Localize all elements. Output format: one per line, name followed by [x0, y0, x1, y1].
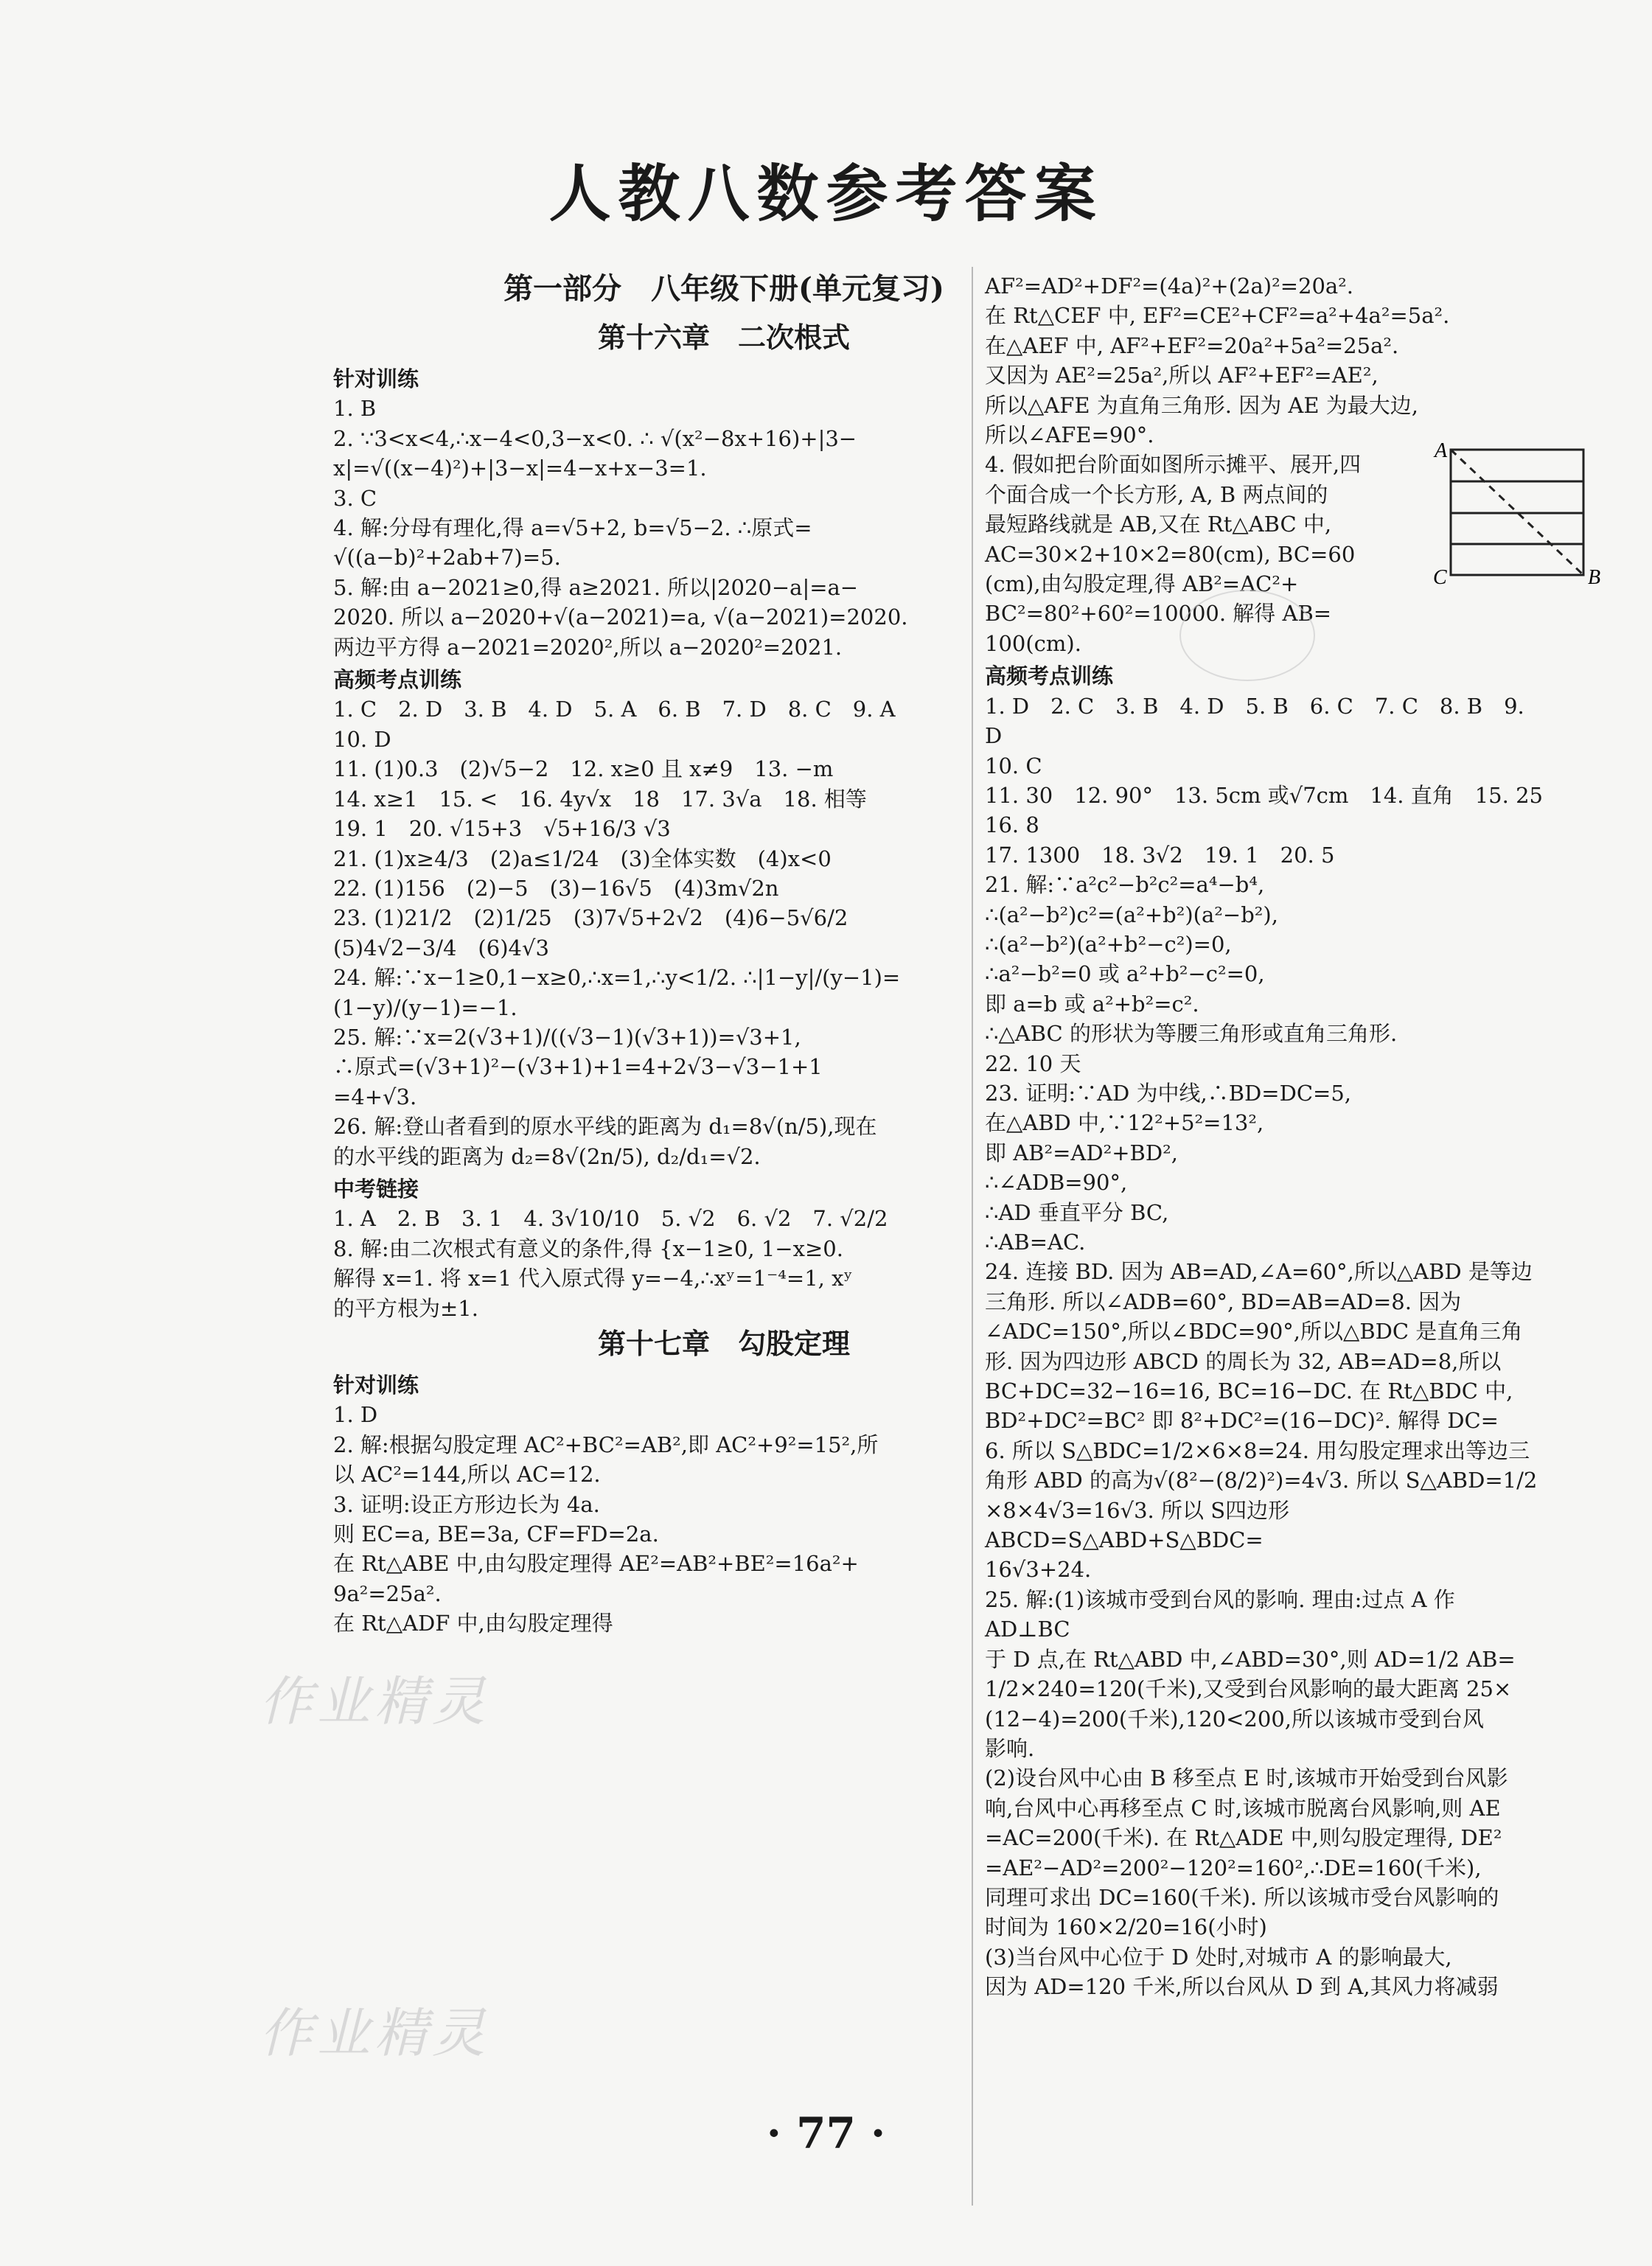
answer-line: 10. C: [985, 753, 1042, 778]
answer-line: 3. C: [333, 485, 377, 511]
answer-line: 所以△AFE 为直角三角形. 因为 AE 为最大边,: [985, 392, 1418, 418]
figure-label-a: A: [1435, 441, 1448, 462]
chapter-heading: 第十六章 二次根式: [597, 321, 850, 354]
answer-line: 22. 10 天: [985, 1050, 1081, 1076]
answer-line: BD²+DC²=BC² 即 8²+DC²=(16−DC)². 解得 DC=: [985, 1408, 1499, 1434]
answer-line: ∴(a²−b²)(a²+b²−c²)=0,: [985, 931, 1232, 957]
watermark: 作业精灵: [259, 2002, 490, 2064]
column-divider: [972, 267, 973, 2206]
answer-line: 所以∠AFE=90°.: [985, 422, 1154, 448]
answer-line: 11. (1)0.3 (2)√5−2 12. x≥0 且 x≠9 13. −m: [333, 756, 834, 782]
answer-line: (cm),由勾股定理,得 AB²=AC²+: [985, 571, 1299, 597]
answer-line: 角形 ABD 的高为√(8²−(8/2)²)=4√3. 所以 S△ABD=1/2: [985, 1468, 1538, 1493]
answer-line: 在 Rt△CEF 中, EF²=CE²+CF²=a²+4a²=5a².: [985, 303, 1450, 329]
answer-line: 23. (1)21/2 (2)1/25 (3)7√5+2√2 (4)6−5√6/2: [333, 905, 848, 931]
answer-line: ∴△ABC 的形状为等腰三角形或直角三角形.: [985, 1021, 1398, 1047]
answer-line: 最短路线就是 AB,又在 Rt△ABC 中,: [985, 512, 1332, 537]
answer-line: (5)4√2−3/4 (6)4√3: [333, 935, 549, 961]
answer-line: 10. D: [333, 726, 391, 752]
answer-line: =AE²−AD²=200²−120²=160²,∴DE=160(千米),: [985, 1855, 1482, 1880]
answer-line: ∴(a²−b²)c²=(a²+b²)(a²−b²),: [985, 902, 1278, 927]
answer-line: 26. 解:登山者看到的原水平线的距离为 d₁=8√(n/5),现在: [333, 1114, 877, 1140]
answer-line: 1. D 2. C 3. B 4. D 5. B 6. C 7. C 8. B 9. D: [985, 693, 1531, 749]
answer-line: 17. 1300 18. 3√2 19. 1 20. 5: [985, 842, 1335, 868]
page-number: · 77 ·: [766, 2108, 886, 2158]
answer-line: 1. C 2. D 3. B 4. D 5. A 6. B 7. D 8. C 9. A: [333, 697, 896, 722]
answer-line: ∴AB=AC.: [985, 1230, 1086, 1255]
answer-line: 在 Rt△ADF 中,由勾股定理得: [333, 1611, 613, 1636]
part-heading: 第一部分 八年级下册(单元复习): [503, 271, 944, 306]
answer-line: 25. 解:(1)该城市受到台风的影响. 理由:过点 A 作 AD⊥BC: [985, 1586, 1462, 1642]
answer-line: 9a²=25a².: [333, 1580, 442, 1606]
section-heading: 高频考点训练: [333, 667, 462, 693]
answer-line: AC=30×2+10×2=80(cm), BC=60: [985, 541, 1356, 567]
answer-line: 同理可求出 DC=160(千米). 所以该城市受台风影响的: [985, 1884, 1499, 1910]
answer-line: 个面合成一个长方形, A, B 两点间的: [985, 481, 1328, 507]
answer-line: 又因为 AE²=25a²,所以 AF²+EF²=AE²,: [985, 363, 1379, 388]
figure-label-c: C: [1433, 566, 1447, 585]
section-heading: 高频考点训练: [985, 663, 1114, 689]
answer-line: √((a−b)²+2ab+7)=5.: [333, 545, 561, 571]
answer-line: 的水平线的距离为 d₂=8√(2n/5), d₂/d₁=√2.: [333, 1143, 761, 1169]
answer-line: 4. 解:分母有理化,得 a=√5+2, b=√5−2. ∴原式=: [333, 515, 812, 541]
answer-line: (12−4)=200(千米),120<200,所以该城市受到台风: [985, 1706, 1484, 1732]
answer-line: 以 AC²=144,所以 AC=12.: [333, 1462, 601, 1488]
answer-line: ∴a²−b²=0 或 a²+b²−c²=0,: [985, 961, 1265, 987]
answer-line: 即 a=b 或 a²+b²=c².: [985, 991, 1199, 1017]
answer-line: (3)当台风中心位于 D 处时,对城市 A 的影响最大,: [985, 1944, 1452, 1970]
answer-line: 则 EC=a, BE=3a, CF=FD=2a.: [333, 1521, 659, 1547]
stamp-mark: [1179, 590, 1315, 681]
answer-line: 21. 解:∵a²c²−b²c²=a⁴−b⁴,: [985, 872, 1265, 898]
answer-line: 在△AEF 中, AF²+EF²=20a²+5a²=25a².: [985, 332, 1399, 358]
page-title: 人教八数参考答案: [548, 157, 1104, 230]
answer-line: 2020. 所以 a−2020+√(a−2021)=a, √(a−2021)=2020.: [333, 604, 908, 630]
answer-line: 1. B: [333, 396, 377, 422]
answer-line: 1. A 2. B 3. 1 4. 3√10/10 5. √2 6. √2 7. √2/2: [333, 1206, 888, 1232]
answer-line: 形. 因为四边形 ABCD 的周长为 32, AB=AD=8,所以: [985, 1348, 1502, 1374]
answer-line: 三角形. 所以∠ADB=60°, BD=AB=AD=8. 因为: [985, 1289, 1462, 1314]
answer-line: 5. 解:由 a−2021≥0,得 a≥2021. 所以|2020−a|=a−: [333, 574, 859, 600]
answer-line: 解得 x=1. 将 x=1 代入原式得 y=−4,∴xʸ=1⁻⁴=1, xʸ: [333, 1266, 853, 1291]
answer-line: 时间为 160×2/20=16(小时): [985, 1914, 1267, 1940]
answer-line: 的平方根为±1.: [333, 1295, 478, 1321]
answer-line: 100(cm).: [985, 630, 1081, 656]
answer-line: BC²=80²+60²=10000. 解得 AB=: [985, 601, 1332, 627]
answer-line: 两边平方得 a−2021=2020²,所以 a−2020²=2021.: [333, 634, 843, 660]
answer-line: 响,台风中心再移至点 C 时,该城市脱离台风影响,则 AE: [985, 1795, 1501, 1821]
section-heading: 中考链接: [333, 1176, 419, 1202]
answer-line: 在△ABD 中,∵12²+5²=13²,: [985, 1110, 1264, 1136]
answer-line: 19. 1 20. √15+3 √5+16/3 √3: [333, 816, 671, 842]
answer-line: =4+√3.: [333, 1084, 417, 1109]
answer-line: 2. ∵3<x<4,∴x−4<0,3−x<0. ∴ √(x²−8x+16)+|3−: [333, 425, 857, 451]
answer-line: 1. D: [333, 1402, 378, 1428]
answer-line: 11. 30 12. 90° 13. 5cm 或√7cm 14. 直角 15. 25 16. 8: [985, 782, 1564, 838]
answer-line: AF²=AD²+DF²=(4a)²+(2a)²=20a².: [985, 273, 1354, 299]
answer-line: 在 Rt△ABE 中,由勾股定理得 AE²=AB²+BE²=16a²+: [333, 1551, 859, 1577]
answer-line: 21. (1)x≥4/3 (2)a≤1/24 (3)全体实数 (4)x<0: [333, 846, 832, 871]
answer-line: x|=√((x−4)²)+|3−x|=4−x+x−3=1.: [333, 456, 707, 481]
answer-line: 14. x≥1 15. < 16. 4y√x 18 17. 3√a 18. 相等: [333, 786, 867, 812]
answer-line: 23. 证明:∵AD 为中线,∴BD=DC=5,: [985, 1080, 1352, 1106]
watermark: 作业精灵: [259, 1670, 490, 1732]
answer-line: ×8×4√3=16√3. 所以 S四边形ABCD=S△ABD+S△BDC=: [985, 1497, 1290, 1553]
answer-line: 24. 连接 BD. 因为 AB=AD,∠A=60°,所以△ABD 是等边: [985, 1259, 1533, 1285]
answer-line: 4. 假如把台阶面如图所示摊平、展开,四: [985, 452, 1362, 478]
section-heading: 针对训练: [333, 366, 419, 391]
figure-label-b: B: [1588, 566, 1601, 585]
answer-line: 16√3+24.: [985, 1557, 1092, 1583]
answer-line: 2. 解:根据勾股定理 AC²+BC²=AB²,即 AC²+9²=15²,所: [333, 1432, 879, 1457]
staircase-figure: [1432, 441, 1609, 585]
answer-line: 于 D 点,在 Rt△ABD 中,∠ABD=30°,则 AD=1/2 AB=: [985, 1646, 1516, 1672]
section-heading: 针对训练: [333, 1373, 419, 1398]
answer-line: 3. 证明:设正方形边长为 4a.: [333, 1491, 600, 1517]
answer-line: 25. 解:∵x=2(√3+1)/((√3−1)(√3+1))=√3+1,: [333, 1024, 801, 1050]
answer-line: 因为 AD=120 千米,所以台风从 D 到 A,其风力将减弱: [985, 1974, 1499, 2000]
answer-line: ∴AD 垂直平分 BC,: [985, 1199, 1169, 1225]
chapter-heading: 第十七章 勾股定理: [597, 1327, 850, 1360]
answer-line: ∴原式=(√3+1)²−(√3+1)+1=4+2√3−√3−1+1: [333, 1054, 823, 1080]
answer-line: 22. (1)156 (2)−5 (3)−16√5 (4)3m√2n: [333, 875, 779, 901]
answer-line: BC+DC=32−16=16, BC=16−DC. 在 Rt△BDC 中,: [985, 1378, 1513, 1404]
answer-line: ∴∠ADB=90°,: [985, 1170, 1128, 1196]
answer-line: 影响.: [985, 1735, 1035, 1761]
answer-line: 1/2×240=120(千米),又受到台风影响的最大距离 25×: [985, 1676, 1512, 1702]
answer-line: 即 AB²=AD²+BD²,: [985, 1140, 1178, 1165]
answer-line: =AC=200(千米). 在 Rt△ADE 中,则勾股定理得, DE²: [985, 1825, 1502, 1851]
answer-line: ∠ADC=150°,所以∠BDC=90°,所以△BDC 是直角三角: [985, 1319, 1523, 1345]
answer-line: (1−y)/(y−1)=−1.: [333, 994, 517, 1020]
answer-line: 6. 所以 S△BDC=1/2×6×8=24. 用勾股定理求出等边三: [985, 1437, 1530, 1463]
answer-line: 24. 解:∵x−1≥0,1−x≥0,∴x=1,∴y<1/2. ∴|1−y|/(y−1)=: [333, 965, 901, 991]
answer-line: 8. 解:由二次根式有意义的条件,得 {x−1≥0, 1−x≥0.: [333, 1235, 843, 1261]
answer-line: (2)设台风中心由 B 移至点 E 时,该城市开始受到台风影: [985, 1765, 1508, 1791]
